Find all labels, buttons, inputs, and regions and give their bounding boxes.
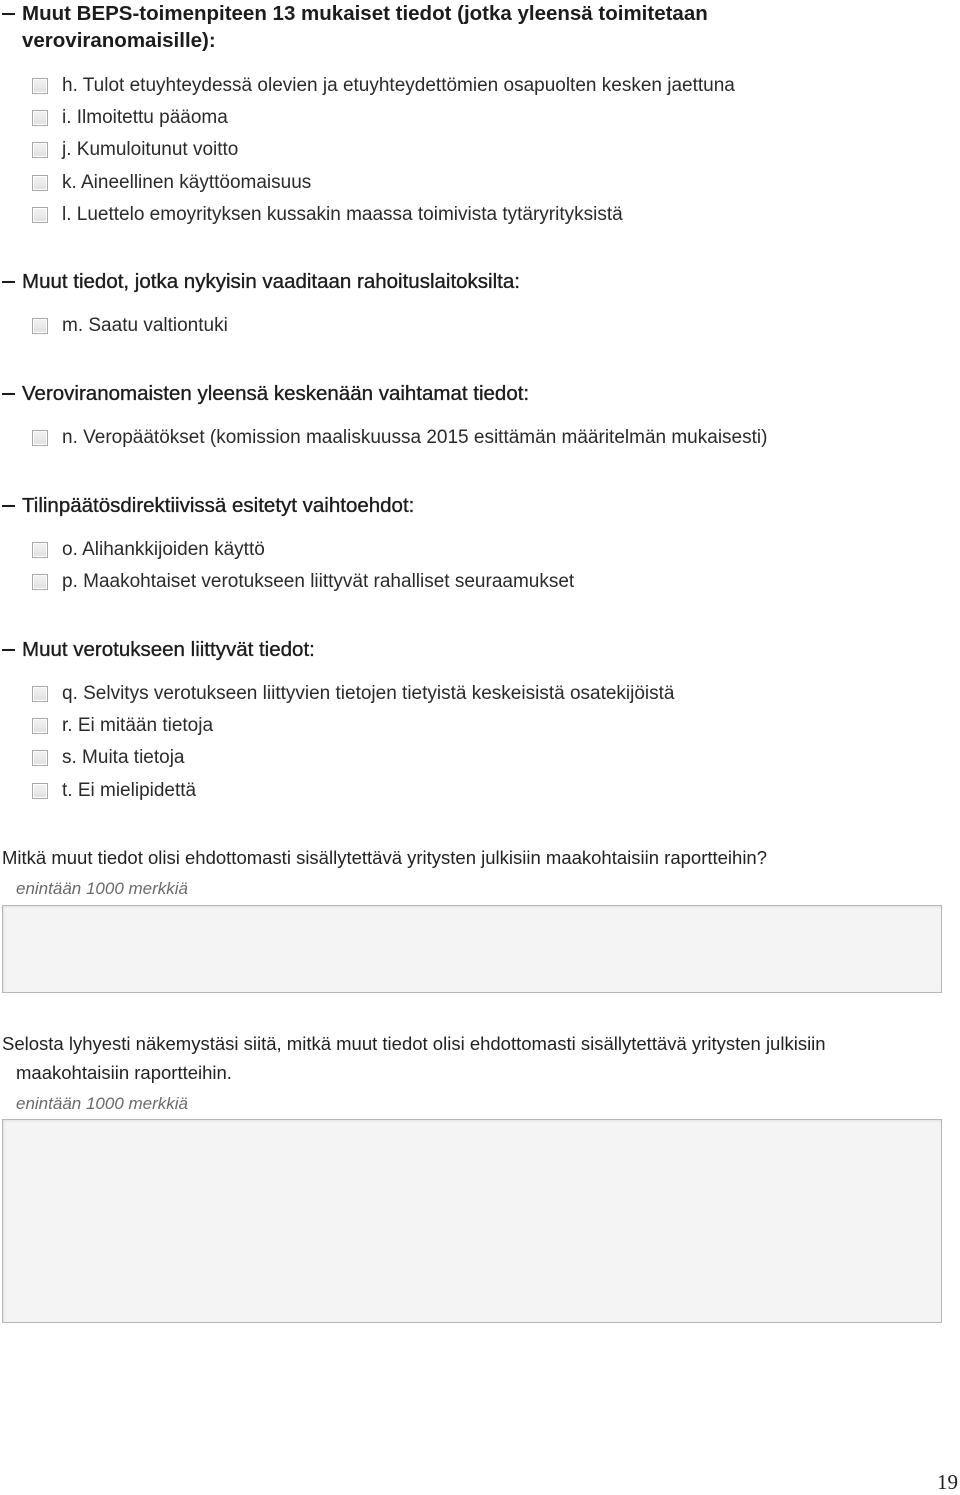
checkbox[interactable] (32, 78, 48, 94)
option-i[interactable] (32, 106, 228, 130)
checkbox[interactable] (32, 574, 48, 590)
section-other-tax (0, 636, 960, 663)
option-h[interactable] (32, 74, 735, 98)
option-label: m. Saatu valtiontuki (62, 315, 228, 336)
checkbox[interactable] (32, 142, 48, 158)
dash-marker (2, 13, 15, 15)
checkbox[interactable] (32, 175, 48, 191)
section-heading: Muut BEPS-toimenpiteen 13 mukaiset tiedot (jotka yleensä toimitetaan veroviranomaisille): (0, 0, 960, 54)
checkbox[interactable] (32, 542, 48, 558)
option-label: h. Tulot etuyhteydessä olevien ja etuyhteydettömien osapuolten kesken jaettuna (62, 75, 735, 96)
char-limit-hint: enintään 1000 merkkiä (16, 879, 189, 898)
option-label: q. Selvitys verotukseen liittyvien tietojen tietyistä keskeisistä osatekijöistä (62, 683, 675, 704)
question-2: Selosta lyhyesti näkemystäsi siitä, mitkä muut tiedot olisi ehdottomasti sisällytettävä yritysten julkisiin maakohtaisiin raportteihin. (2, 1033, 826, 1083)
section-heading: Muut verotukseen liittyvät tiedot: (0, 636, 960, 663)
checkbox[interactable] (32, 718, 48, 734)
checkbox[interactable] (32, 110, 48, 126)
answer-textarea-1[interactable] (2, 905, 942, 993)
option-label: l. Luettelo emoyrityksen kussakin maassa toimivista tytäryrityksistä (62, 204, 623, 225)
dash-marker (2, 649, 15, 651)
checkbox[interactable] (32, 430, 48, 446)
section-heading: Muut tiedot, jotka nykyisin vaaditaan rahoituslaitoksilta: (0, 268, 960, 295)
dash-marker (2, 393, 15, 395)
char-limit-hint: enintään 1000 merkkiä (16, 1094, 189, 1113)
answer-textarea-2[interactable] (2, 1119, 942, 1323)
section-heading: Tilinpäätösdirektiivissä esitetyt vaihtoehdot: (0, 492, 960, 519)
checkbox[interactable] (32, 750, 48, 766)
option-label: k. Aineellinen käyttöomaisuus (62, 172, 312, 193)
option-l[interactable] (32, 203, 623, 227)
option-o[interactable] (32, 538, 265, 562)
option-q[interactable] (32, 682, 675, 706)
page-number: 19 (937, 1470, 958, 1494)
option-label: o. Alihankkijoiden käyttö (62, 539, 265, 560)
checkbox[interactable] (32, 783, 48, 799)
option-k[interactable] (32, 171, 311, 195)
option-j[interactable] (32, 138, 238, 162)
option-label: p. Maakohtaiset verotukseen liittyvät rahalliset seuraamukset (62, 571, 575, 592)
option-label: i. Ilmoitettu pääoma (62, 107, 228, 128)
option-label: s. Muita tietoja (62, 747, 185, 768)
option-label: t. Ei mielipidettä (62, 780, 197, 801)
option-n[interactable] (32, 426, 767, 450)
option-label: r. Ei mitään tietoja (62, 715, 214, 736)
option-m[interactable] (32, 314, 228, 338)
section-beps13 (0, 0, 960, 54)
section-financial-institutions (0, 268, 960, 295)
option-t[interactable] (32, 779, 196, 803)
section-tax-authorities (0, 380, 960, 407)
checkbox[interactable] (32, 686, 48, 702)
dash-marker (2, 505, 15, 507)
option-label: n. Veropäätökset (komission maaliskuussa 2015 esittämän määritelmän mukaisesti) (62, 427, 768, 448)
checkbox[interactable] (32, 318, 48, 334)
question-1: Mitkä muut tiedot olisi ehdottomasti sisällytettävä yritysten julkisiin maakohtaisiin raportteihin? (2, 847, 768, 868)
section-accounting-directive (0, 492, 960, 519)
option-p[interactable] (32, 570, 574, 594)
checkbox[interactable] (32, 207, 48, 223)
option-label: j. Kumuloitunut voitto (62, 139, 239, 160)
option-s[interactable] (32, 746, 185, 770)
option-r[interactable] (32, 714, 213, 738)
dash-marker (2, 281, 15, 283)
section-heading: Veroviranomaisten yleensä keskenään vaihtamat tiedot: (0, 380, 960, 407)
